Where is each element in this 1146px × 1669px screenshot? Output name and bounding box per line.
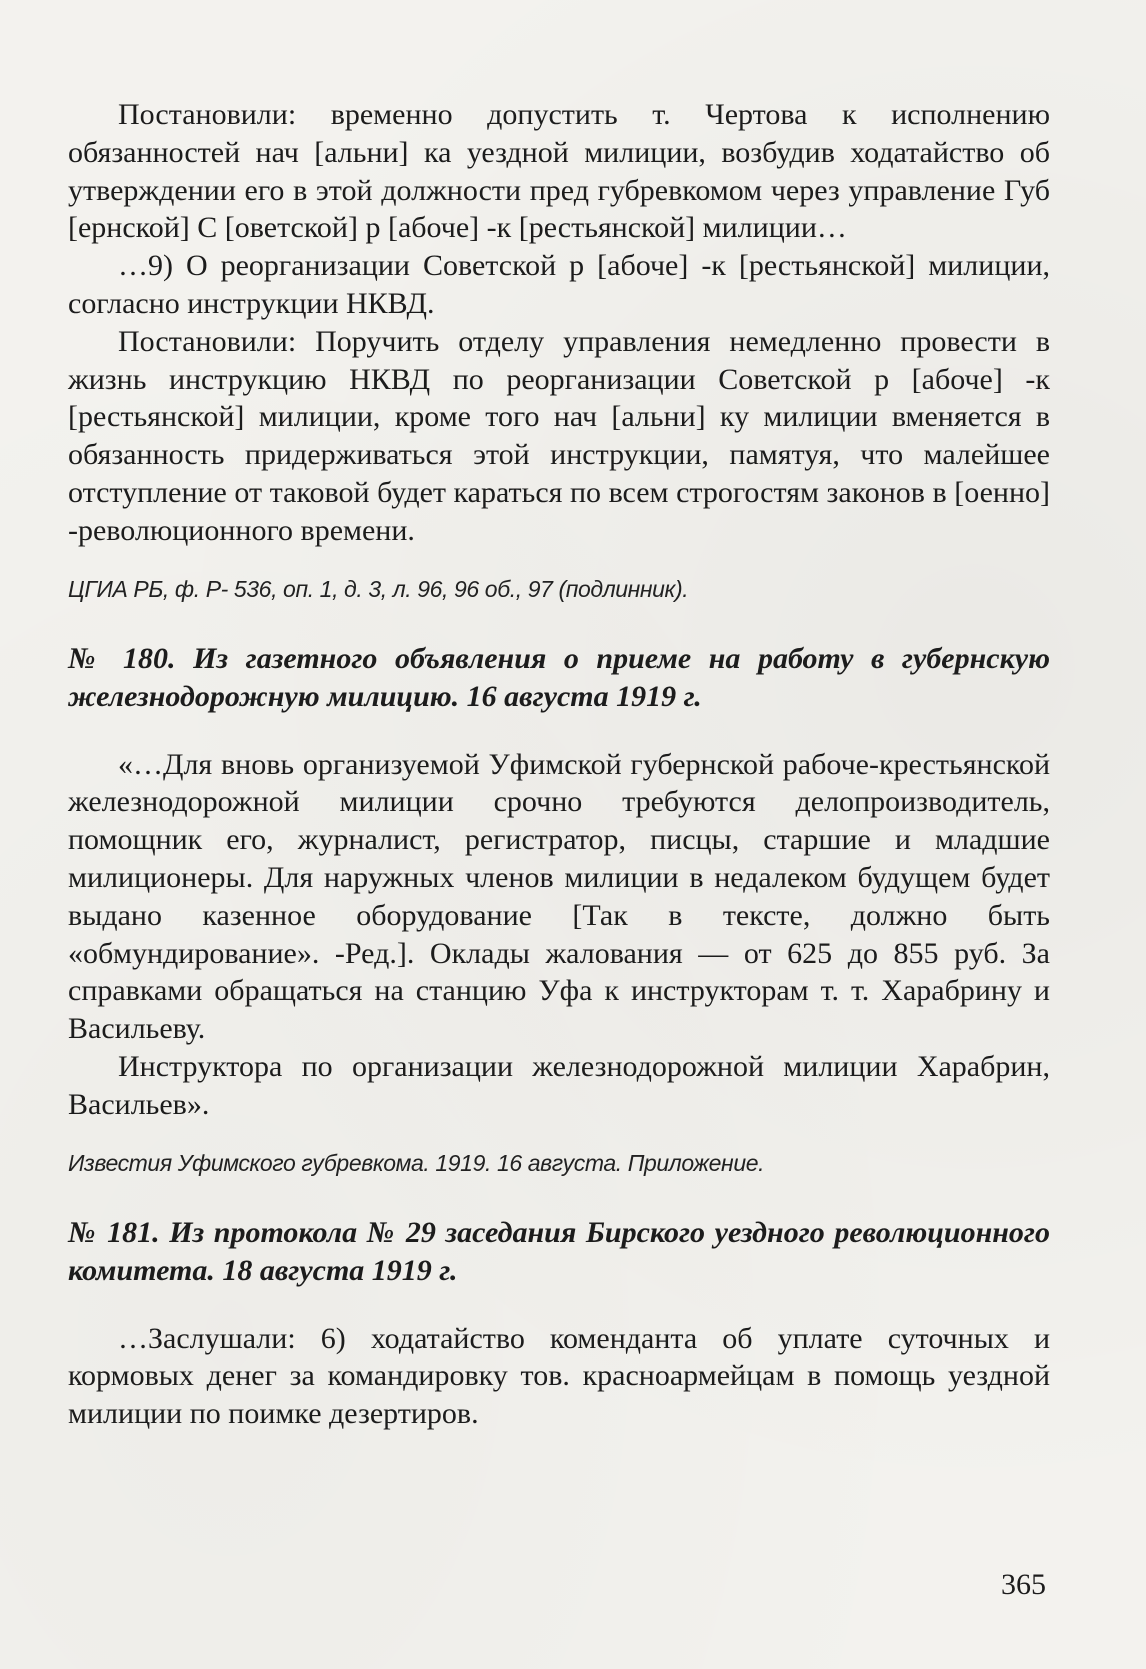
paragraph-heard-petition: …Заслушали: 6) ходатайство коменданта об уплате суточных и кормовых денег за командировку тов. красноармейцам в помощь уездной милиции по поимке дезертиров. [68, 1321, 1050, 1431]
document-heading-181: № 181. Из протокола № 29 заседания Бирского уездного революционного комитета. 18 августа 1919 г. [68, 1215, 1050, 1287]
paragraph-resolution-chertov: Постановили: временно допустить т. Чертова к исполнению обязанностей нач [альни] ка уездной милиции, возбудив ходатайство об утверждении его в этой должности пред губревкомом через управление Губ [ернской] С [оветской] р [абоче] -к [рестьянской] милиции… [68, 98, 1050, 245]
paragraph-item-9-reorganization: …9) О реорганизации Советской р [абоче] -к [рестьянской] милиции, согласно инструкции НКВД. [68, 249, 1050, 320]
paragraph-newspaper-ad: «…Для вновь организуемой Уфимской губернской рабоче-крестьянской железнодорожной милиции срочно требуются делопроизводитель, помощник его, журналист, регистратор, писцы, старшие и младшие милиционеры. Для наружных членов милиции в недалеком будущем будет выдано казенное оборудование [Так в тексте, должно быть «обмундирование». -Ред.]. Оклады жалования — от 625 до 855 руб. За справками обращаться на станцию Уфа к инструкторам т. т. Харабрину и Васильеву. [68, 747, 1050, 1046]
paragraph-ad-signature: Инструктора по организации железнодорожной милиции Харабрин, Васильев». [68, 1049, 1050, 1121]
page-number: 365 [1001, 1568, 1046, 1601]
paragraph-resolution-nkvd-instruction: Постановили: Поручить отделу управления немедленно провести в жизнь инструкцию НКВД по реорганизации Советской р [абоче] -к [рестьянской] милиции, кроме того нач [альни] ку милиции вменяется в обязанность придерживаться этой инструкции, памятуя, что малейшее отступление от таковой будет караться по всем строгостям законов в [оенно] -революционного времени. [68, 324, 1050, 547]
newspaper-source-citation: Известия Уфимского губревкома. 1919. 16 августа. Приложение. [68, 1149, 765, 1176]
archive-source-citation: ЦГИА РБ, ф. Р- 536, оп. 1, д. 3, л. 96, 96 об., 97 (подлинник). [68, 575, 689, 602]
page-content [68, 96, 1050, 1433]
document-heading-180: № 180. Из газетного объявления о приеме на работу в губернскую железнодорожную милицию. 16 августа 1919 г. [68, 641, 1050, 713]
